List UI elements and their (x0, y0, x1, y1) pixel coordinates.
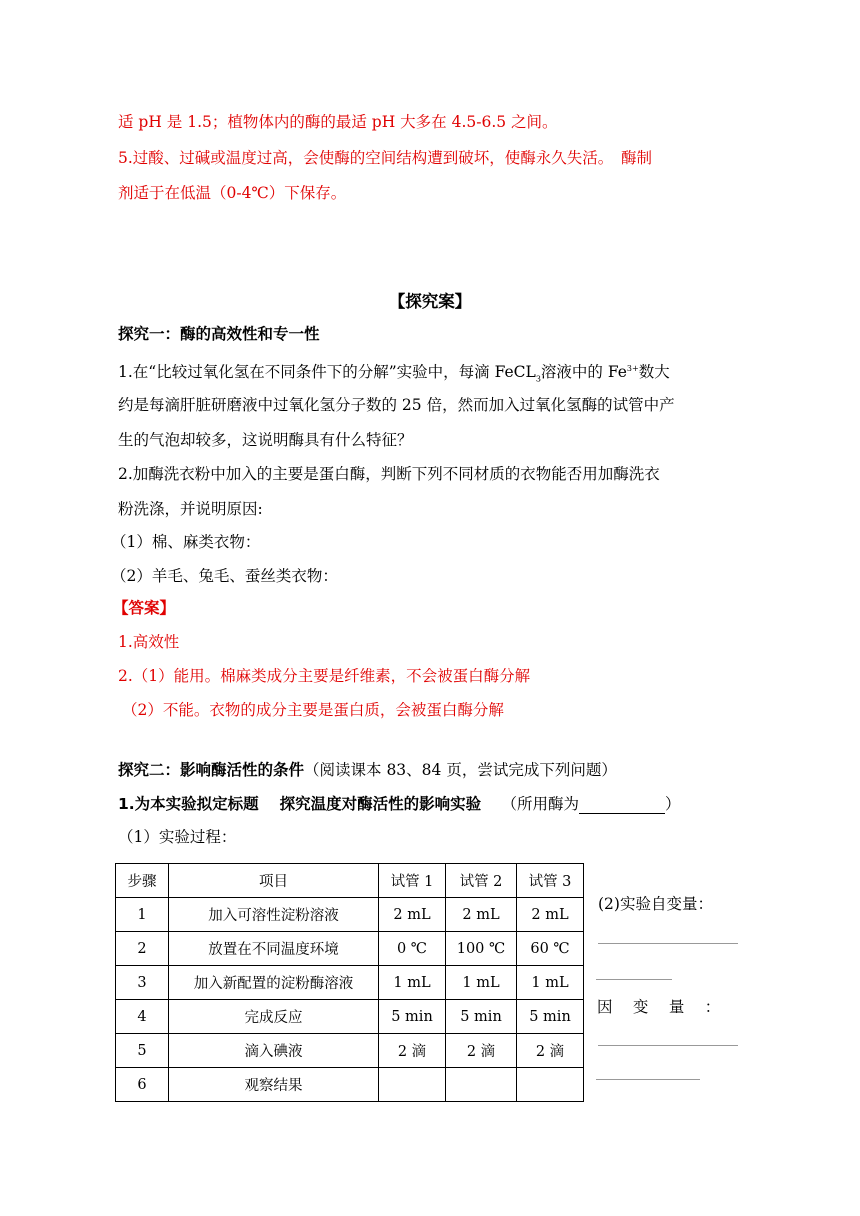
table-header-row (116, 864, 584, 898)
explore2-heading-line (118, 760, 617, 780)
table-cell: 2 (116, 932, 169, 966)
table-cell: 60 ℃ (517, 932, 584, 966)
table-cell: 5 min (446, 1000, 517, 1034)
table-cell: 2 滴 (446, 1034, 517, 1068)
header-cell: 项目 (169, 864, 379, 898)
table-row (116, 1034, 584, 1068)
answer-1: 1.高效性 (118, 633, 180, 651)
explore2-note: （阅读课本 83、84 页，尝试完成下列问题） (304, 761, 617, 779)
table-cell: 2 mL (446, 898, 517, 932)
text-fragment: 溶液中的 Fe (540, 363, 627, 382)
subscript: 3 (535, 374, 541, 384)
section-title: 【探究案】 (388, 292, 472, 311)
text-line: 适 pH 是 1.5；植物体内的酶的最适 pH 大多在 4.5-6.5 之间。 (118, 113, 558, 131)
answer-2: 2.（1）能用。棉麻类成分主要是纤维素，不会被蛋白酶分解 (118, 667, 531, 685)
text-line: 5.过酸、过碱或温度过高，会使酶的空间结构遭到破坏，使酶永久失活。 酶制 (118, 149, 653, 167)
table-cell: 1 mL (517, 966, 584, 1000)
answer-3: （2）不能。衣物的成分主要是蛋白质，会被蛋白酶分解 (122, 701, 504, 719)
table-cell: 1 mL (446, 966, 517, 1000)
answer-line (596, 979, 672, 980)
text-line: 粉洗涤，并说明原因: (118, 500, 263, 518)
enzyme-note: （所用酶为 (501, 795, 580, 813)
table-cell: 加入可溶性淀粉溶液 (169, 898, 379, 932)
table-cell: 5 min (379, 1000, 446, 1034)
table-cell: 2 mL (379, 898, 446, 932)
text-line: 剂适于在低温（0-4℃）下保存。 (118, 184, 347, 202)
table-cell (446, 1068, 517, 1102)
answer-line (596, 1079, 700, 1080)
text-line: 约是每滴肝脏研磨液中过氧化氢分子数的 25 倍，然而加入过氧化氢酶的试管中产 (118, 396, 675, 414)
table-cell: 加入新配置的淀粉酶溶液 (169, 966, 379, 1000)
question-title: 1.为本实验拟定标题 探究温度对酶活性的影响实验 (118, 795, 482, 813)
question-1 (118, 359, 670, 389)
table-cell: 滴入碘液 (169, 1034, 379, 1068)
table-cell: 放置在不同温度环境 (169, 932, 379, 966)
table-cell (517, 1068, 584, 1102)
table-row (116, 1068, 584, 1102)
option-1: （1）棉、麻类衣物： (111, 533, 261, 551)
table-cell (379, 1068, 446, 1102)
table-cell: 完成反应 (169, 1000, 379, 1034)
table-cell: 2 滴 (517, 1034, 584, 1068)
table-cell: 2 滴 (379, 1034, 446, 1068)
answer-label: 【答案】 (113, 599, 176, 617)
table-cell: 1 (116, 898, 169, 932)
dependent-variable-label: 因 变 量 ： (597, 998, 721, 1016)
header-cell: 试管 1 (379, 864, 446, 898)
table-row (116, 932, 584, 966)
table-cell: 5 min (517, 1000, 584, 1034)
table-cell: 2 mL (517, 898, 584, 932)
superscript: 3+ (626, 364, 639, 373)
header-cell: 试管 2 (446, 864, 517, 898)
question-2: 2.加酶洗衣粉中加入的主要是蛋白酶，判断下列不同材质的衣物能否用加酶洗衣 (118, 465, 660, 483)
enzyme-blank (579, 797, 665, 814)
header-cell: 试管 3 (517, 864, 584, 898)
table-cell: 1 mL (379, 966, 446, 1000)
answer-line (598, 1045, 738, 1046)
option-2: （2）羊毛、兔毛、蚕丝类衣物： (111, 567, 338, 585)
table-row (116, 966, 584, 1000)
experiment-table (115, 863, 584, 1102)
table-cell: 4 (116, 1000, 169, 1034)
table-row (116, 898, 584, 932)
header-cell: 步骤 (116, 864, 169, 898)
table-cell: 5 (116, 1034, 169, 1068)
answer-line (598, 943, 738, 944)
table-row (116, 1000, 584, 1034)
explore2-question-1 (118, 794, 681, 814)
table-cell: 100 ℃ (446, 932, 517, 966)
process-label: （1）实验过程： (118, 828, 237, 846)
text-line: 生的气泡却较多，这说明酶具有什么特征？ (118, 431, 413, 449)
text-fragment: 1.在“比较过氧化氢在不同条件下的分解”实验中，每滴 FeCL (118, 363, 536, 382)
enzyme-note-close: ） (665, 795, 681, 813)
text-fragment: 数大 (638, 363, 670, 382)
explore1-heading: 探究一：酶的高效性和专一性 (118, 325, 320, 343)
independent-variable-label: (2)实验自变量： (598, 895, 713, 913)
table-cell: 观察结果 (169, 1068, 379, 1102)
table-cell: 3 (116, 966, 169, 1000)
explore2-heading: 探究二：影响酶活性的条件 (118, 761, 305, 779)
table-cell: 0 ℃ (379, 932, 446, 966)
table-cell: 6 (116, 1068, 169, 1102)
